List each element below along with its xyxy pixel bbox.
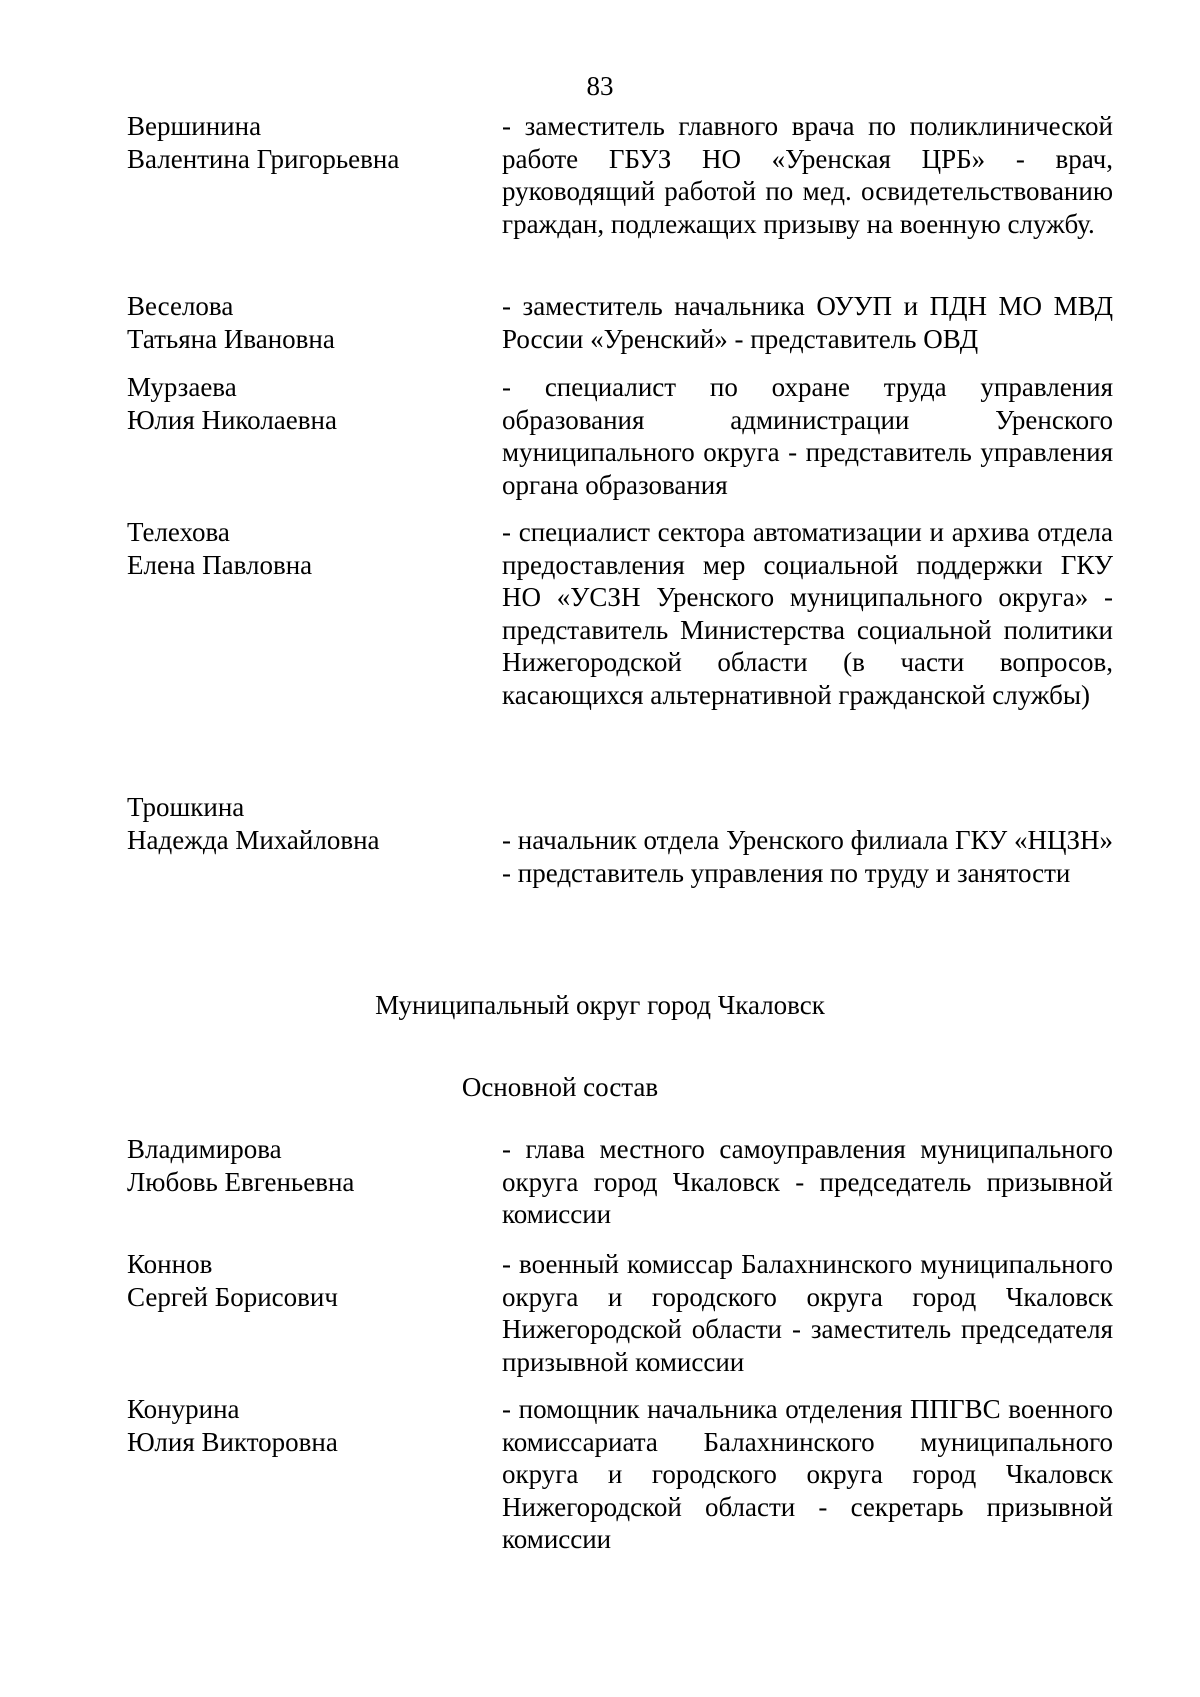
member-role: - специалист сектора автоматизации и архива отдела предоставления мер социальной поддержки ГКУ НО «УСЗН Уренского муниципального округа» - представитель Министерства социальной политики Нижегородской области (в части вопросов, касающихся альтернативной гражданской службы) <box>502 517 1113 710</box>
member-given-name: Татьяна Ивановна <box>127 323 335 354</box>
member-given-name: Елена Павловна <box>127 549 313 580</box>
member-surname: Вершинина <box>127 111 262 141</box>
district-heading: Муниципальный округ город Чкаловск <box>375 990 825 1020</box>
member-surname: Телехова <box>127 517 230 547</box>
page-number: 83 <box>586 71 614 101</box>
section-heading: Основной состав <box>461 1072 659 1102</box>
member-surname: Конурина <box>127 1394 240 1424</box>
member-name <box>127 290 477 355</box>
member-name <box>127 371 477 436</box>
member-surname: Коннов <box>127 1249 213 1279</box>
member-role: - глава местного самоуправления муниципального округа город Чкаловск - председатель призывной комиссии <box>502 1134 1113 1229</box>
member-role: - военный комиссар Балахнинского муниципального округа и городского округа город Чкаловск Нижегородской области - заместитель председателя призывной комиссии <box>502 1249 1113 1377</box>
member-surname: Владимирова <box>127 1134 282 1164</box>
member-given-name: Валентина Григорьевна <box>127 143 400 174</box>
member-given-name: Любовь Евгеньевна <box>127 1166 355 1197</box>
member-surname: Трошкина <box>127 792 245 822</box>
member-name <box>127 791 477 856</box>
member-role: - помощник начальника отделения ППГВС военного комиссариата Балахнинского муниципального округа и городского округа город Чкаловск Нижегородской области - секретарь призывной комиссии <box>502 1394 1113 1554</box>
member-name <box>127 1248 477 1313</box>
member-role: - заместитель начальника ОУУП и ПДН МО МВД России «Уренский» - представитель ОВД <box>502 291 1113 354</box>
member-name <box>127 516 477 581</box>
member-name <box>127 1393 477 1458</box>
member-role: - начальник отдела Уренского филиала ГКУ «НЦЗН» - представитель управления по труду и занятости <box>502 825 1113 888</box>
member-given-name: Сергей Борисович <box>127 1281 338 1312</box>
member-role: - заместитель главного врача по поликлинической работе ГБУЗ НО «Уренская ЦРБ» - врач, руководящий работой по мед. освидетельствованию граждан, подлежащих призыву на военную службу. <box>502 111 1113 239</box>
member-given-name: Надежда Михайловна <box>127 824 380 855</box>
member-given-name: Юлия Николаевна <box>127 404 337 435</box>
member-given-name: Юлия Викторовна <box>127 1426 338 1457</box>
member-role: - специалист по охране труда управления образования администрации Уренского муниципального округа - представитель управления органа образования <box>502 372 1113 500</box>
member-surname: Веселова <box>127 291 234 321</box>
member-surname: Мурзаева <box>127 372 237 402</box>
member-name <box>127 110 477 175</box>
member-name <box>127 1133 477 1198</box>
